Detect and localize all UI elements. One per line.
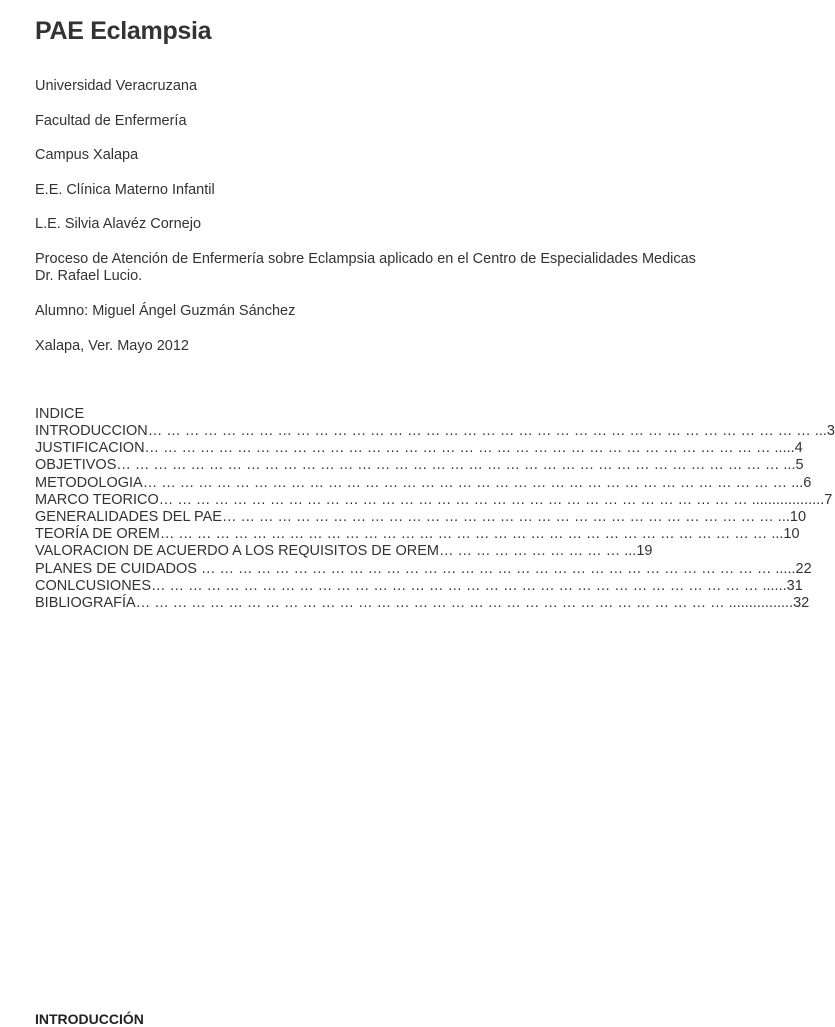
toc-list — [35, 423, 835, 612]
table-of-contents — [35, 406, 835, 612]
toc-entry-generalidades: GENERALIDADES DEL PAE… … … … … … … … … … … … … … … … … … … … … … … … … … … … … … ...10 — [35, 509, 807, 526]
teacher-line: L.E. Silvia Alavéz Cornejo — [35, 216, 202, 232]
toc-entry-marco-teorico: MARCO TEORICO… … … … … … … … … … … … … … … … … … … … … … … … … … … … … … … … ..................7 — [35, 491, 833, 508]
toc-entry-objetivos: OBJETIVOS… … … … … … … … … … … … … … … … … … … … … … … … … … … … … … … … … … … … ...5 — [35, 457, 804, 474]
campus-line: Campus Xalapa — [35, 147, 139, 163]
purpose-paragraph — [35, 251, 735, 285]
toc-entry-justificacion: JUSTIFICACION… … … … … … … … … … … … … … … … … … … … … … … … … … … … … … … … … … .....4 — [35, 440, 803, 457]
purpose-line-1: Proceso de Atención de Enfermería sobre Eclampsia aplicado en el Centro de Especialidades Medicas — [35, 251, 696, 267]
course-line: E.E. Clínica Materno Infantil — [35, 182, 215, 198]
toc-entry-valoracion: VALORACION DE ACUERDO A LOS REQUISITOS DE OREM… … … … … … … … … … ...19 — [35, 543, 653, 560]
toc-entry-planes-cuidados: PLANES DE CUIDADOS … … … … … … … … … … … … … … … … … … … … … … … … … … … … … … … .....22 — [35, 560, 812, 577]
place-date-line: Xalapa, Ver. Mayo 2012 — [35, 338, 189, 354]
toc-entry-bibliografia: BIBLIOGRAFÍA… … … … … … … … … … … … … … … … … … … … … … … … … … … … … … … … ................32 — [35, 595, 810, 612]
university-line: Universidad Veracruzana — [35, 78, 198, 94]
toc-entry-introduccion: INTRODUCCION… … … … … … … … … … … … … … … … … … … … … … … … … … … … … … … … … … … … ...3 — [35, 423, 835, 439]
document-title: PAE Eclampsia — [35, 17, 212, 45]
faculty-line: Facultad de Enfermería — [35, 113, 187, 129]
student-line: Alumno: Miguel Ángel Guzmán Sánchez — [35, 303, 296, 319]
introduction-heading: INTRODUCCIÓN — [35, 1011, 144, 1027]
purpose-line-2: Dr. Rafael Lucio. — [35, 268, 143, 284]
toc-heading: INDICE — [35, 406, 85, 422]
toc-entry-conclusiones: CONLCUSIONES… … … … … … … … … … … … … … … … … … … … … … … … … … … … … … … … … ......31 — [35, 577, 803, 594]
toc-entry-teoria-orem: TEORÍA DE OREM… … … … … … … … … … … … … … … … … … … … … … … … … … … … … … … … … ...10 — [35, 526, 800, 543]
toc-entry-metodologia: METODOLOGIA… … … … … … … … … … … … … … … … … … … … … … … … … … … … … … … … … … … ...6 — [35, 474, 812, 491]
